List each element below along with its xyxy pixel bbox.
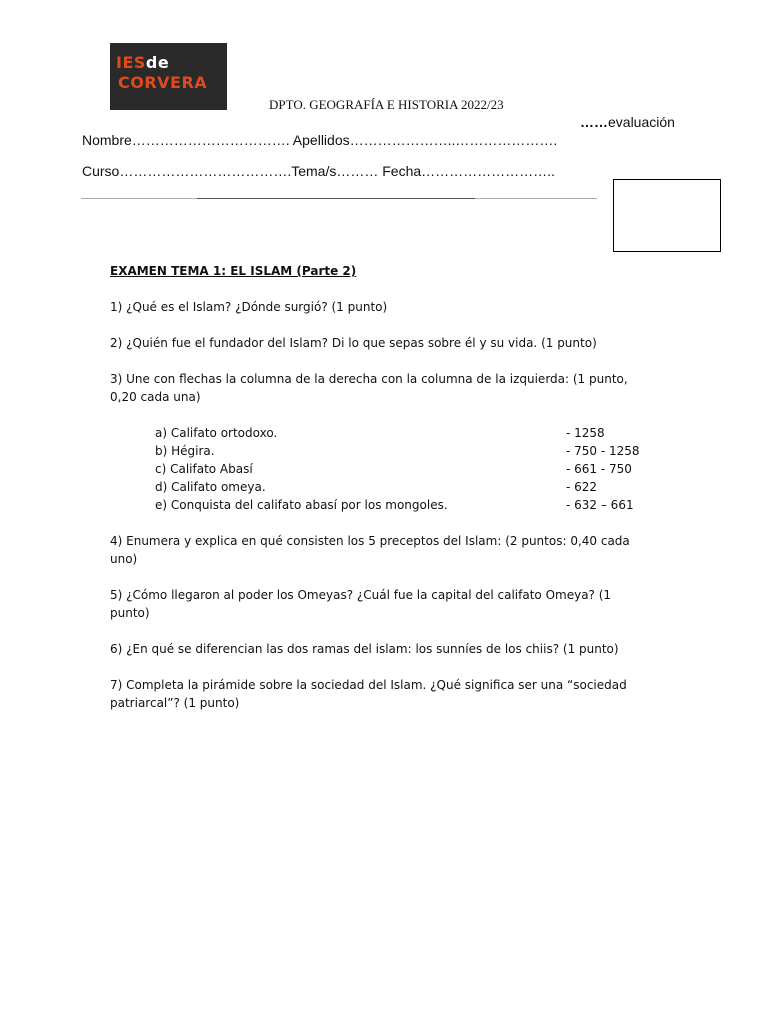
matching-row (155, 424, 650, 442)
question-4: 4) Enumera y explica en qué consisten los 5 preceptos del Islam: (2 puntos: 0,40 cada uno) (110, 534, 630, 566)
matching-row (155, 460, 650, 478)
matching-item: d) Califato omeya. (155, 480, 266, 494)
evaluacion-field (580, 114, 675, 130)
matching-date: - 622 (566, 480, 598, 494)
matching-date: - 661 - 750 (566, 462, 632, 476)
header-divider-middle (197, 198, 475, 199)
question-6: 6) ¿En qué se diferencian las dos ramas del islam: los sunníes de los chiis? (1 punto) (110, 642, 619, 656)
header-divider-right (475, 198, 597, 199)
department-heading: DPTO. GEOGRAFÍA E HISTORIA 2022/23 (269, 97, 504, 112)
logo-corvera: CORVERA (118, 73, 208, 92)
grade-box (613, 179, 721, 252)
exam-title: EXAMEN TEMA 1: EL ISLAM (Parte 2) (110, 264, 357, 278)
exam-body (110, 262, 650, 712)
matching-date: - 632 – 661 (566, 498, 634, 512)
evaluacion-dots: …… (580, 114, 608, 130)
question-3: 3) Une con flechas la columna de la derecha con la columna de la izquierda: (1 punto, 0,20 cada una) (110, 372, 628, 404)
logo-ies: IES (116, 53, 146, 72)
question-1: 1) ¿Qué es el Islam? ¿Dónde surgió? (1 punto) (110, 300, 388, 314)
matching-date: - 750 - 1258 (566, 444, 640, 458)
question-2: 2) ¿Quién fue el fundador del Islam? Di lo que sepas sobre él y su vida. (1 punto) (110, 336, 597, 350)
matching-row (155, 496, 650, 514)
matching-item: b) Hégira. (155, 444, 215, 458)
matching-list (155, 424, 650, 514)
question-5: 5) ¿Cómo llegaron al poder los Omeyas? ¿Cuál fue la capital del califato Omeya? (1 punto) (110, 588, 612, 620)
school-logo (110, 43, 227, 110)
question-7: 7) Completa la pirámide sobre la sociedad del Islam. ¿Qué significa ser una “sociedad patriarcal”? (1 punto) (110, 678, 627, 710)
evaluacion-label: evaluación (608, 114, 675, 130)
course-topic-date-line: Curso……………………………….Tema/s……… Fecha……………………….. (82, 163, 555, 179)
matching-item: a) Califato ortodoxo. (155, 426, 278, 440)
logo-de: de (145, 53, 170, 72)
header-divider-left (81, 198, 197, 199)
matching-item: c) Califato Abasí (155, 462, 253, 476)
matching-date: - 1258 (566, 426, 605, 440)
matching-row (155, 478, 650, 496)
matching-row (155, 442, 650, 460)
name-surname-line: Nombre……………………………. Apellidos…………………..…………………. (82, 132, 558, 148)
matching-item: e) Conquista del califato abasí por los mongoles. (155, 498, 448, 512)
